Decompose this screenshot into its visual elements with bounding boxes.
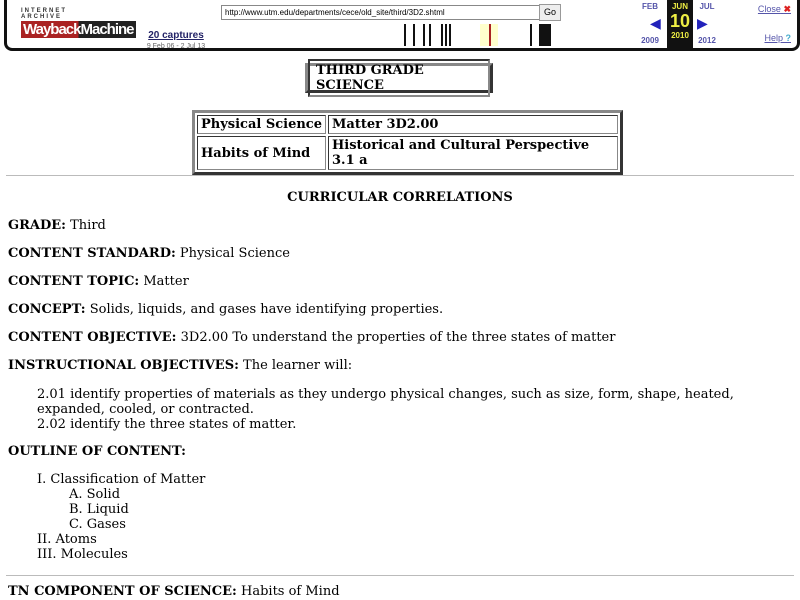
field-value: Solids, liquids, and gases have identifying properties.: [89, 302, 444, 317]
wayback-toolbar: [4, 0, 800, 51]
help-button[interactable]: [764, 33, 791, 43]
help-label: Help: [764, 33, 783, 43]
outline-heading: OUTLINE OF CONTENT:: [8, 444, 186, 459]
next-arrow-icon[interactable]: ▶: [697, 15, 708, 31]
next-year: 2012: [698, 36, 716, 45]
close-button[interactable]: [758, 4, 791, 15]
prev-month-link[interactable]: FEB: [642, 2, 658, 11]
prev-arrow-icon[interactable]: ◀: [650, 15, 661, 31]
list-item: C. Gases: [69, 517, 126, 532]
list-item: II. Atoms: [37, 532, 97, 547]
list-item: III. Molecules: [37, 547, 128, 562]
field-grade: [8, 218, 106, 233]
current-capture: [667, 0, 693, 48]
field-label: CONTENT STANDARD:: [8, 246, 176, 261]
list-item: 2.02 identify the three states of matter.: [37, 417, 297, 432]
page-title: THIRD GRADE SCIENCE: [308, 59, 490, 97]
field-tn-component: [8, 584, 340, 599]
field-content-objective: [8, 330, 615, 345]
table-row: [197, 136, 618, 170]
field-label: GRADE:: [8, 218, 66, 233]
field-content-topic: [8, 274, 189, 289]
section-heading: CURRICULAR CORRELATIONS: [287, 190, 513, 205]
standards-table: [192, 110, 623, 175]
cur-month: JUN: [671, 2, 688, 11]
table-row: [197, 115, 618, 134]
list-item: B. Liquid: [69, 502, 129, 517]
table-cell: Habits of Mind: [197, 136, 326, 170]
objectives-list: [37, 387, 782, 432]
table-cell: Physical Science: [197, 115, 326, 134]
go-button[interactable]: Go: [539, 4, 561, 21]
list-item: A. Solid: [69, 487, 121, 502]
field-instructional-objectives: [8, 358, 352, 373]
field-label: CONTENT TOPIC:: [8, 274, 140, 289]
captures: [143, 26, 209, 50]
url-input[interactable]: http://www.utm.edu/departments/cece/old_site/third/3D2.shtml: [221, 5, 543, 20]
date-range: 9 Feb 06 - 2 Jul 13: [146, 43, 206, 50]
field-value: Habits of Mind: [241, 584, 340, 599]
logo-main: WaybackMachine: [23, 21, 134, 38]
field-label: CONCEPT:: [8, 302, 86, 317]
list-item: I. Classification of Matter: [37, 472, 206, 487]
prev-year: 2009: [641, 36, 659, 45]
field-value: Third: [70, 218, 106, 233]
field-concept: [8, 302, 443, 317]
cur-day: 10: [669, 11, 691, 31]
field-label: TN COMPONENT OF SCIENCE:: [8, 584, 237, 599]
divider: [6, 575, 794, 576]
field-value: The learner will:: [243, 358, 353, 373]
close-label: Close: [757, 4, 781, 14]
captures-link[interactable]: 20 captures: [148, 30, 204, 41]
field-value: Matter: [143, 274, 189, 289]
divider: [6, 175, 794, 176]
field-content-standard: [8, 246, 290, 261]
capture-sparkline[interactable]: [207, 24, 637, 46]
field-value: Physical Science: [179, 246, 290, 261]
logo-text: INTERNET ARCHIVE: [21, 8, 67, 20]
close-icon: ✖: [783, 4, 791, 14]
field-value: 3D2.00 To understand the properties of the three states of matter: [180, 330, 616, 345]
help-icon: ?: [785, 33, 791, 43]
table-cell: Historical and Cultural Perspective 3.1 a: [328, 136, 618, 170]
field-label: INSTRUCTIONAL OBJECTIVES:: [8, 358, 239, 373]
list-item: 2.01 identify properties of materials as they undergo physical changes, such as size, form, shape, heated, expanded, cooled, or contracted.: [37, 387, 734, 417]
page-title-box: [305, 63, 493, 93]
wayback-logo[interactable]: [21, 8, 134, 38]
field-label: CONTENT OBJECTIVE:: [8, 330, 177, 345]
table-cell: Matter 3D2.00: [328, 115, 618, 134]
next-month-link[interactable]: JUL: [699, 2, 715, 11]
cur-year: 2010: [671, 31, 689, 40]
